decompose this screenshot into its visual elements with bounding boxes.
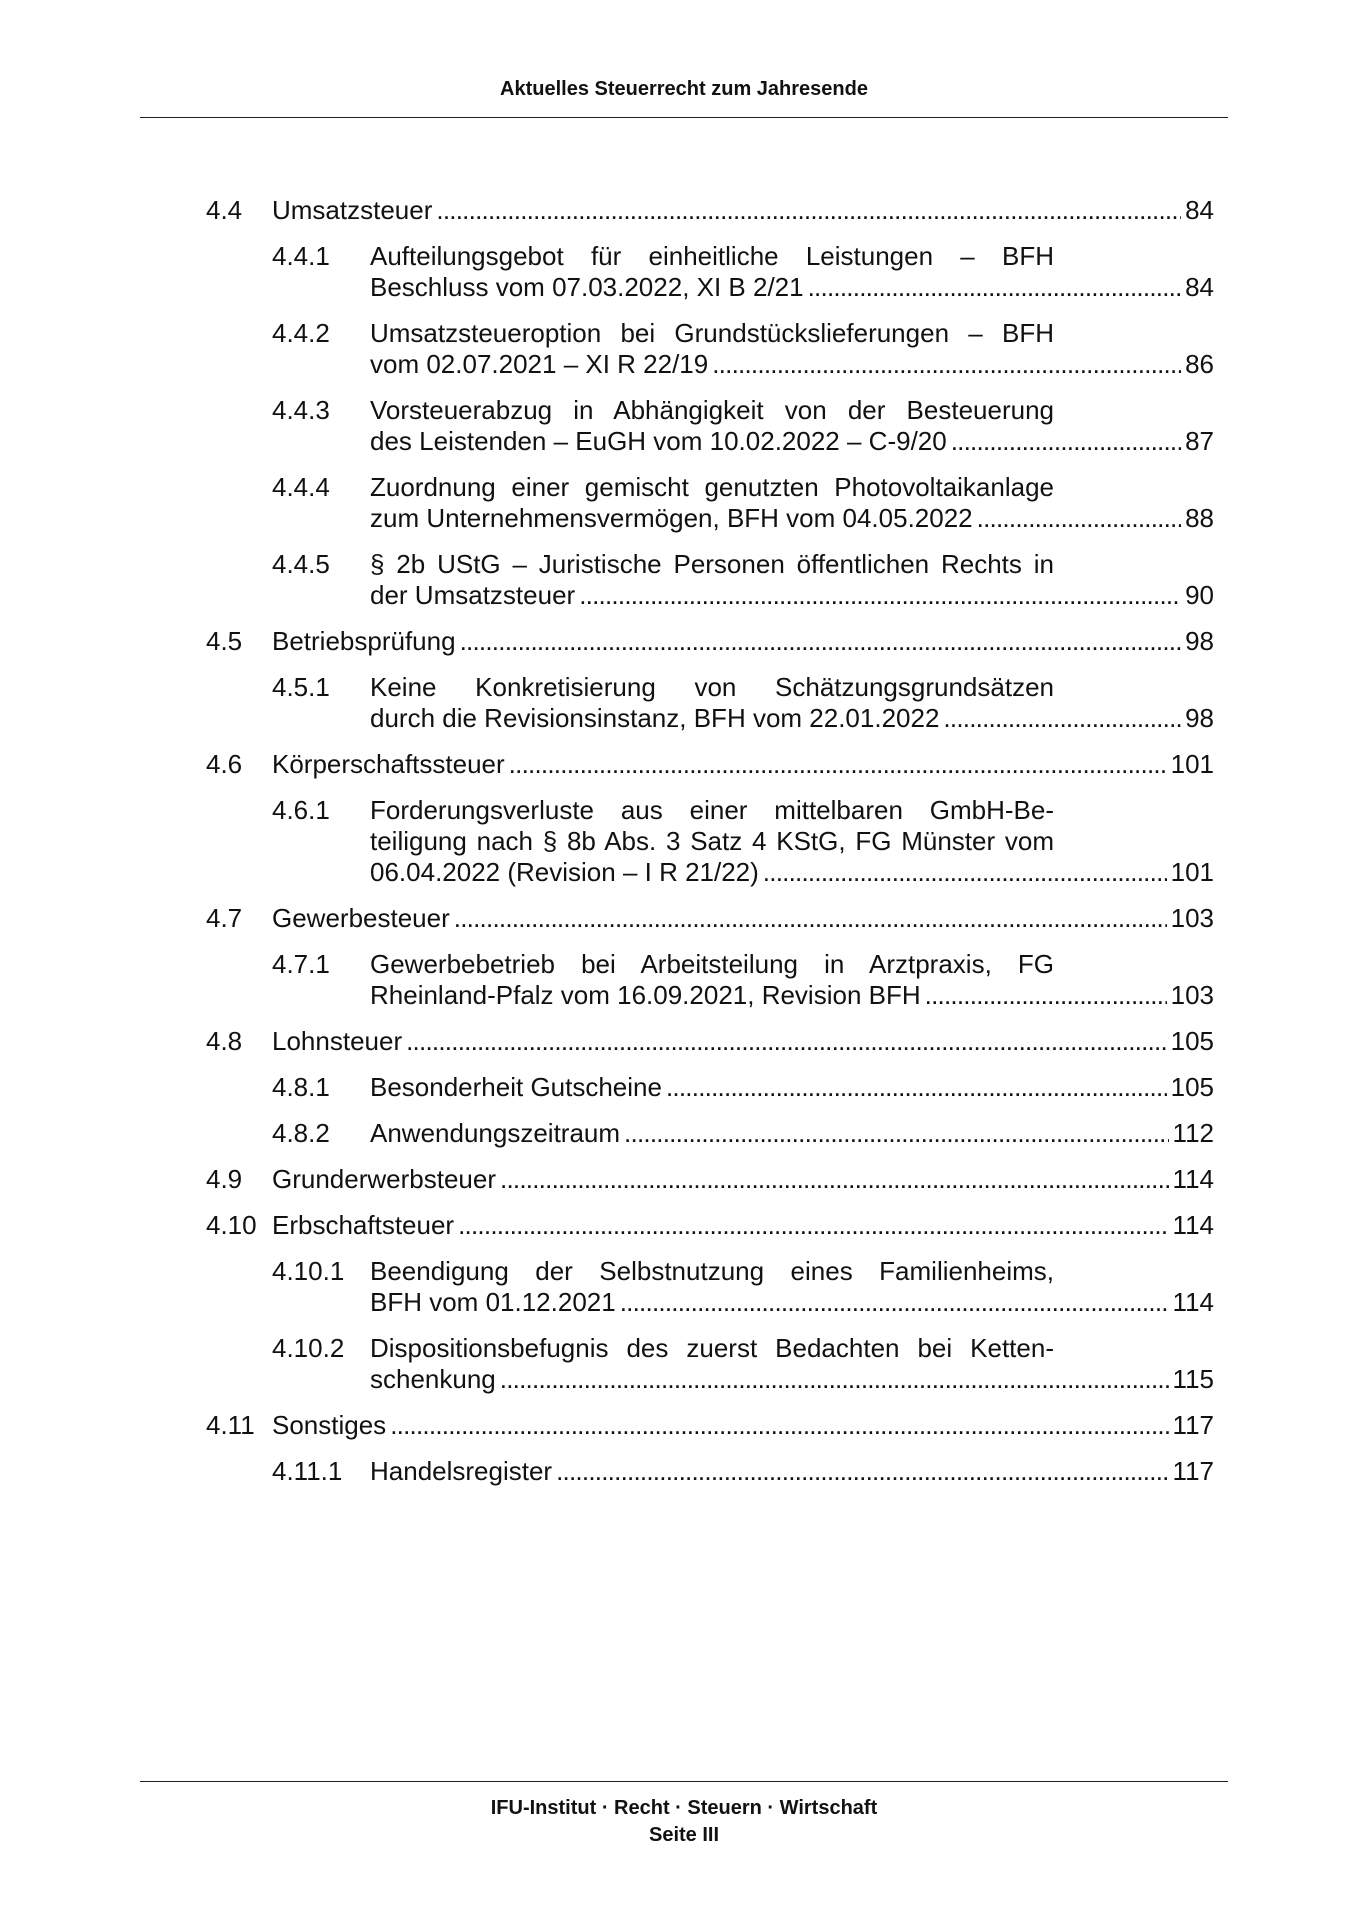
toc-entry-title — [370, 1072, 1214, 1103]
toc-entry-line: Dispositionsbefugnis des zuerst Bedachten bei Ketten- — [370, 1333, 1054, 1363]
toc-entry-title — [370, 949, 1214, 1011]
toc-dot-leader — [436, 195, 1181, 226]
toc-dot-leader — [620, 1287, 1169, 1318]
toc-entry-line: BFH vom 01.12.2021 — [370, 1287, 616, 1317]
toc-entry[interactable] — [206, 1333, 1214, 1395]
toc-entry-title — [370, 318, 1214, 380]
toc-entry[interactable] — [206, 903, 1214, 934]
toc-entry[interactable] — [206, 1456, 1214, 1487]
toc-entry-title — [370, 1456, 1214, 1487]
toc-entry-number: 4.4.3 — [272, 395, 330, 425]
toc-entry[interactable] — [206, 472, 1214, 534]
toc-dot-leader — [406, 1026, 1167, 1057]
toc-entry-number: 4.7.1 — [272, 949, 330, 979]
toc-entry-line: Lohnsteuer — [272, 1026, 403, 1056]
toc-entry-line: § 2b UStG – Juristische Personen öffentlichen Rechts in — [370, 549, 1054, 579]
toc-entry-number: 4.10 — [206, 1210, 257, 1240]
toc-entry-line: Forderungsverluste aus einer mittelbaren GmbH-Be- — [370, 795, 1054, 825]
toc-dot-leader — [454, 903, 1167, 934]
toc-entry[interactable] — [206, 195, 1214, 226]
toc-page-number: 101 — [1170, 857, 1214, 887]
toc-entry-line: Rheinland-Pfalz vom 16.09.2021, Revision BFH — [370, 980, 921, 1010]
toc-entry-title — [370, 395, 1214, 457]
toc-page-number: 98 — [1185, 626, 1214, 656]
toc-dot-leader — [458, 1210, 1168, 1241]
footer-page-number: Seite III — [648, 1824, 720, 1846]
toc-entry-line: Gewerbesteuer — [272, 903, 450, 933]
footer-rule — [140, 1781, 1228, 1782]
toc-entry-number: 4.8.2 — [272, 1118, 330, 1148]
toc-dot-leader — [951, 426, 1181, 457]
toc-entry-number: 4.5.1 — [272, 672, 330, 702]
toc-entry[interactable] — [206, 1072, 1214, 1103]
toc-entry-number: 4.8.1 — [272, 1072, 330, 1102]
toc-entry-title — [272, 1410, 1214, 1441]
toc-page-number: 98 — [1185, 703, 1214, 733]
toc-page-number: 103 — [1170, 980, 1214, 1010]
toc-entry-title — [370, 672, 1214, 734]
toc-dot-leader — [943, 703, 1181, 734]
toc-entry[interactable] — [206, 549, 1214, 611]
toc-dot-leader — [500, 1164, 1169, 1195]
toc-entry-title — [370, 795, 1214, 888]
toc-page-number: 103 — [1170, 903, 1214, 933]
toc-dot-leader — [579, 580, 1181, 611]
toc-entry-title — [370, 1118, 1214, 1149]
toc-dot-leader — [624, 1118, 1169, 1149]
toc-entry-title — [272, 903, 1214, 934]
toc-dot-leader — [712, 349, 1181, 380]
toc-entry-line: Umsatzsteueroption bei Grundstückslieferungen – BFH — [370, 318, 1054, 348]
toc-page-number: 84 — [1185, 195, 1214, 225]
toc-entry-line: Anwendungszeitraum — [370, 1118, 621, 1148]
toc-entry-line: Umsatzsteuer — [272, 195, 433, 225]
toc-entry-title — [370, 241, 1214, 303]
toc-entry[interactable] — [206, 1164, 1214, 1195]
toc-entry-line: Beschluss vom 07.03.2022, XI B 2/21 — [370, 272, 804, 302]
toc-entry[interactable] — [206, 949, 1214, 1011]
toc-entry-title — [370, 549, 1214, 611]
toc-page-number: 90 — [1185, 580, 1214, 610]
toc-page-number: 115 — [1172, 1364, 1214, 1394]
toc-entry[interactable] — [206, 1026, 1214, 1057]
toc-page-number: 114 — [1172, 1210, 1214, 1240]
toc-page-number: 101 — [1170, 749, 1214, 779]
toc-entry[interactable] — [206, 1410, 1214, 1441]
toc-page-number: 84 — [1185, 272, 1214, 302]
toc-page-number: 105 — [1170, 1072, 1214, 1102]
toc-dot-leader — [556, 1456, 1168, 1487]
toc-dot-leader — [763, 857, 1167, 888]
toc-page-number: 87 — [1185, 426, 1214, 456]
toc-entry-number: 4.7 — [206, 903, 243, 933]
toc-entry-line: Erbschaftsteuer — [272, 1210, 455, 1240]
toc-entry-title — [272, 1164, 1214, 1195]
toc-dot-leader — [666, 1072, 1167, 1103]
toc-entry-line: Gewerbebetrieb bei Arbeitsteilung in Arztpraxis, FG — [370, 949, 1054, 979]
toc-entry-line: vom 02.07.2021 – XI R 22/19 — [370, 349, 709, 379]
toc-entry-number: 4.9 — [206, 1164, 243, 1194]
toc-entry-number: 4.10.2 — [272, 1333, 345, 1363]
toc-page-number: 105 — [1170, 1026, 1214, 1056]
toc-entry-line: schenkung — [370, 1364, 496, 1394]
toc-entry-title — [370, 1333, 1214, 1395]
toc-entry-title — [272, 1210, 1214, 1241]
header-rule — [140, 117, 1228, 118]
toc-entry[interactable] — [206, 672, 1214, 734]
toc-dot-leader — [390, 1410, 1168, 1441]
table-of-contents — [206, 195, 1214, 1502]
toc-entry-line: Handelsregister — [370, 1456, 553, 1486]
toc-entry[interactable] — [206, 1256, 1214, 1318]
toc-entry-line: teiligung nach § 8b Abs. 3 Satz 4 KStG, FG Münster vom — [370, 826, 1054, 856]
toc-entry-line: Körperschaftssteuer — [272, 749, 505, 779]
toc-entry-line: des Leistenden – EuGH vom 10.02.2022 – C-9/20 — [370, 426, 947, 456]
toc-entry-line: der Umsatzsteuer — [370, 580, 576, 610]
toc-entry[interactable] — [206, 318, 1214, 380]
toc-entry-line: Keine Konkretisierung von Schätzungsgrundsätzen — [370, 672, 1054, 702]
toc-page-number: 86 — [1185, 349, 1214, 379]
toc-page-number: 117 — [1172, 1456, 1214, 1486]
toc-page-number: 112 — [1172, 1118, 1214, 1148]
toc-dot-leader — [925, 980, 1167, 1011]
toc-dot-leader — [460, 626, 1182, 657]
toc-entry-line: durch die Revisionsinstanz, BFH vom 22.01.2022 — [370, 703, 940, 733]
toc-entry-line: Grunderwerbsteuer — [272, 1164, 496, 1194]
toc-page-number: 114 — [1172, 1287, 1214, 1317]
toc-entry[interactable] — [206, 749, 1214, 780]
toc-page-number: 114 — [1172, 1164, 1214, 1194]
toc-entry-number: 4.4.1 — [272, 241, 330, 271]
toc-entry[interactable] — [206, 626, 1214, 657]
toc-page-number: 88 — [1185, 503, 1214, 533]
toc-entry-number: 4.4.5 — [272, 549, 330, 579]
toc-entry-number: 4.4.4 — [272, 472, 330, 502]
toc-dot-leader — [509, 749, 1167, 780]
toc-entry-line: Beendigung der Selbstnutzung eines Familienheims, — [370, 1256, 1054, 1286]
toc-entry-number: 4.10.1 — [272, 1256, 345, 1286]
footer-publisher: IFU-Institut · Recht · Steuern · Wirtschaft — [490, 1797, 878, 1819]
toc-entry-number: 4.4.2 — [272, 318, 330, 348]
toc-entry[interactable] — [206, 395, 1214, 457]
running-header: Aktuelles Steuerrecht zum Jahresende — [500, 78, 868, 100]
page-footer — [140, 1795, 1228, 1849]
toc-entry-title — [272, 1026, 1214, 1057]
toc-entry-line: 06.04.2022 (Revision – I R 21/22) — [370, 857, 759, 887]
toc-entry-number: 4.8 — [206, 1026, 243, 1056]
toc-entry[interactable] — [206, 241, 1214, 303]
toc-entry-number: 4.6.1 — [272, 795, 330, 825]
toc-entry[interactable] — [206, 1210, 1214, 1241]
toc-entry[interactable] — [206, 1118, 1214, 1149]
toc-dot-leader — [500, 1364, 1169, 1395]
toc-entry[interactable] — [206, 795, 1214, 888]
toc-entry-line: Vorsteuerabzug in Abhängigkeit von der Besteuerung — [370, 395, 1054, 425]
toc-entry-line: Zuordnung einer gemischt genutzten Photovoltaikanlage — [370, 472, 1054, 502]
toc-entry-number: 4.5 — [206, 626, 243, 656]
toc-entry-number: 4.6 — [206, 749, 243, 779]
toc-dot-leader — [808, 272, 1181, 303]
toc-entry-number: 4.11 — [206, 1410, 255, 1440]
toc-entry-number: 4.4 — [206, 195, 243, 225]
toc-entry-line: Besonderheit Gutscheine — [370, 1072, 662, 1102]
toc-entry-title — [272, 749, 1214, 780]
toc-entry-title — [370, 472, 1214, 534]
toc-entry-line: Aufteilungsgebot für einheitliche Leistungen – BFH — [370, 241, 1054, 271]
toc-dot-leader — [977, 503, 1181, 534]
toc-entry-line: zum Unternehmensvermögen, BFH vom 04.05.2022 — [370, 503, 973, 533]
toc-entry-title — [272, 626, 1214, 657]
toc-entry-line: Sonstiges — [272, 1410, 387, 1440]
toc-page-number: 117 — [1172, 1410, 1214, 1440]
toc-entry-title — [370, 1256, 1214, 1318]
toc-entry-title — [272, 195, 1214, 226]
toc-entry-number: 4.11.1 — [272, 1456, 343, 1486]
toc-entry-line: Betriebsprüfung — [272, 626, 456, 656]
